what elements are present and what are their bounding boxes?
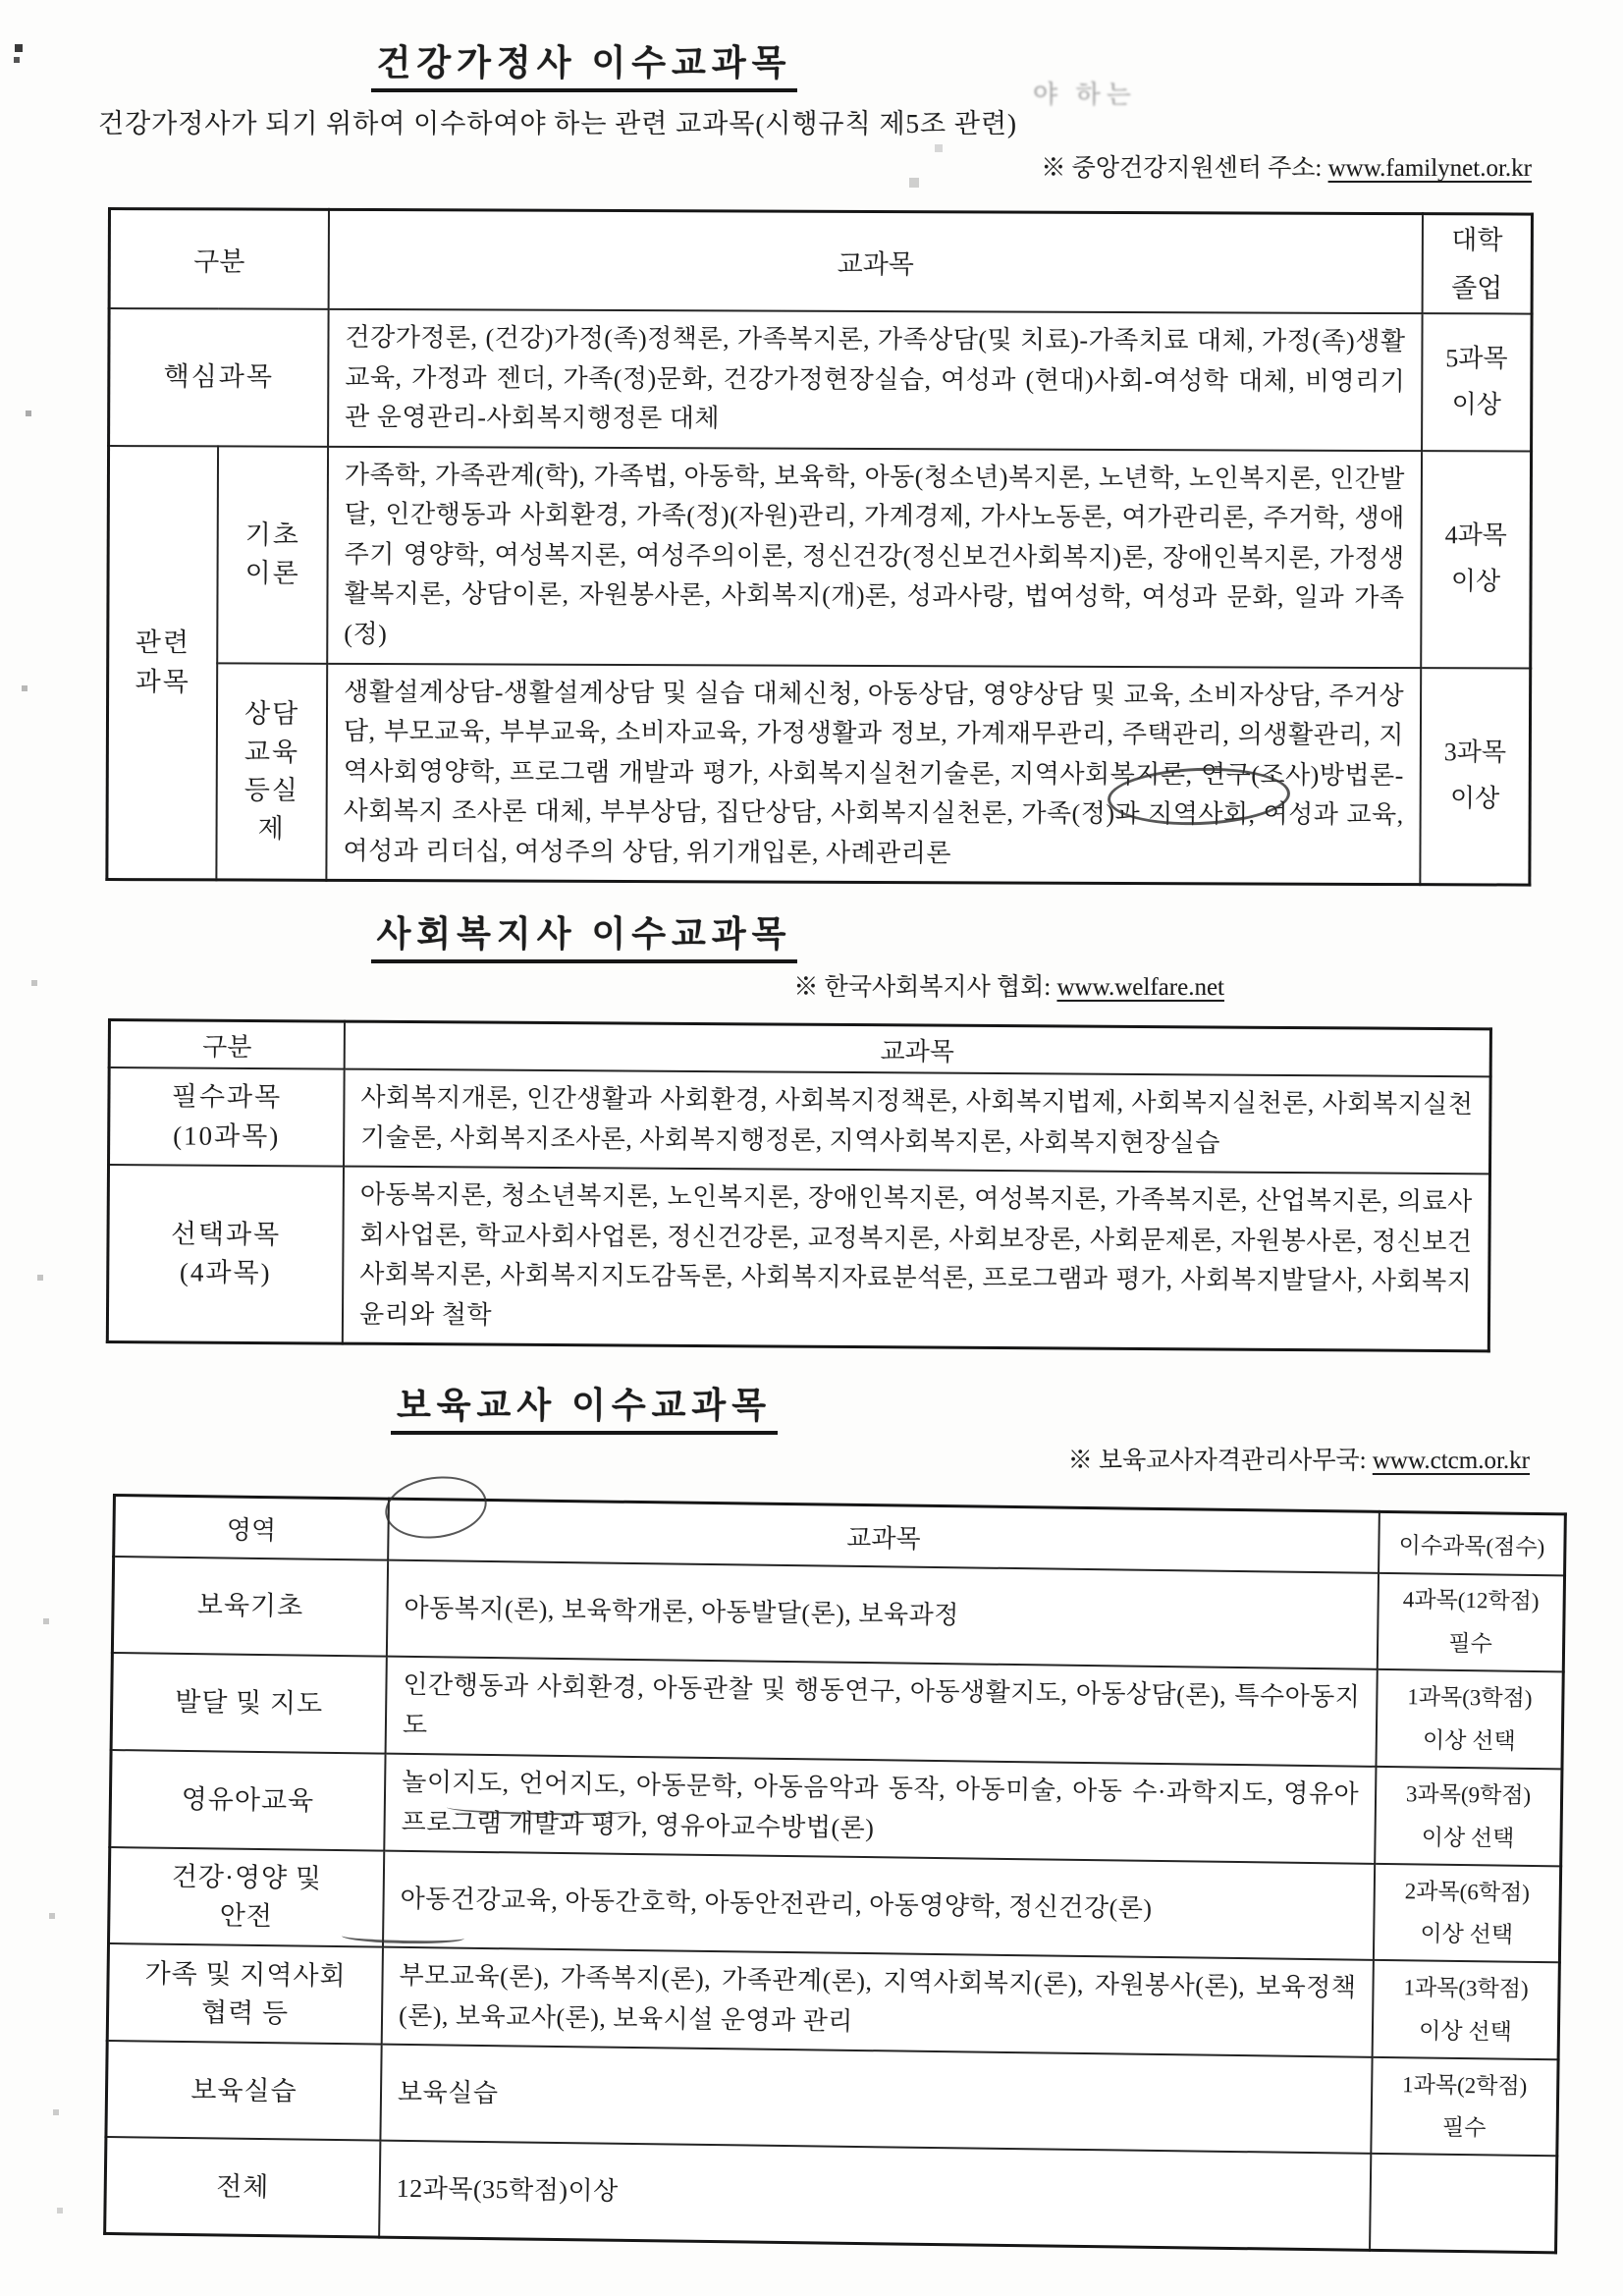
cell-area: 가족 및 지역사회 협력 등 (107, 1943, 383, 2045)
cell-area: 보육기초 (112, 1557, 388, 1657)
cell-area: 전체 (105, 2137, 381, 2237)
cell-core-courses: 건강가정론, (건강)가정(족)정책론, 가족복지론, 가족상담(및 치료)-가족치료 대체, 가정(족)생활교육, 가정과 젠더, 가족(정)문화, 건강가정현장실습, 여성과 (현대)사회-여성학 대체, 비영리기관 운영관리-사회복지행정론 대체 (328, 309, 1423, 451)
table-row (108, 446, 1532, 668)
cell-requirement: 3과목(9학점) 이상 선택 (1375, 1767, 1562, 1867)
table-row (109, 308, 1533, 451)
section2-note-label: ※ 한국사회복지사 협회: (793, 974, 1052, 1002)
header-area: 영역 (114, 1495, 389, 1559)
section-healthy-family (0, 35, 1623, 881)
section1-note-label: ※ 중앙건강지원센터 주소: (1041, 155, 1323, 182)
cell-requirement (1370, 2154, 1557, 2253)
table-row (112, 1557, 1564, 1671)
childcare-teacher-course-table (103, 1494, 1567, 2255)
cell-elective-courses: 아동복지론, 청소년복지론, 노인복지론, 장애인복지론, 여성복지론, 가족복지론, 산업복지론, 의료사회사업론, 학교사회사업론, 정신건강론, 교정복지론, 사회보장론, 사회문제론, 자원봉사론, 정신보건사회복지론, 사회복지지도감독론, 사회복지자료분석론, 프로그램과 평가, 사회복지발달사, 사회복지윤리와 철학 (343, 1167, 1490, 1351)
section1-subtitle: 건강가정사가 되기 위하여 이수하여야 하는 관련 교과목(시행규칙 제5조 관련) (98, 109, 1018, 138)
table-row (107, 1165, 1489, 1351)
cell-courses: 놀이지도, 언어지도, 아동문학, 아동음악과 동작, 아동미술, 아동 수·과학지도, 영유아프로그램 개발과 평가, 영유아교수방법(론) (384, 1753, 1376, 1863)
header-requirement: 이수과목(점수) (1379, 1511, 1565, 1575)
cell-requirement: 2과목(6학점) 이상 선택 (1374, 1864, 1561, 1962)
table-row (105, 2137, 1557, 2253)
header-courses: 교과목 (329, 209, 1423, 313)
bleed-through-ghost-text: 야 하는 (1033, 81, 1137, 109)
cell-required-category: 필수과목 (10과목) (109, 1067, 345, 1167)
cell-courses: 보육실습 (380, 2044, 1372, 2153)
healthy-family-course-table (105, 207, 1534, 887)
table-row (110, 1750, 1562, 1866)
section2-note (0, 967, 1224, 1003)
cell-core-category: 핵심과목 (109, 308, 329, 446)
section1-title-row (0, 35, 1168, 92)
table-row (109, 1847, 1561, 1962)
section3-note-url: www.ctcm.or.kr (1372, 1447, 1530, 1474)
cell-core-requirement: 5과목 이상 (1422, 313, 1532, 451)
cell-practice-requirement: 3과목 이상 (1420, 668, 1530, 886)
cell-practice-category: 상담 교육 등실 제 (217, 663, 328, 881)
cell-requirement: 1과목(3학점) 이상 선택 (1376, 1668, 1563, 1769)
header-courses: 교과목 (388, 1499, 1380, 1573)
cell-courses: 부모교육(론), 가족복지(론), 가족관계(론), 지역사회복지(론), 자원봉사(론), 보육정책(론), 보육교사(론), 보육시설 운영과 관리 (382, 1946, 1374, 2056)
cell-area: 건강·영양 및 안전 (109, 1847, 385, 1947)
table-row (107, 1943, 1559, 2059)
cell-basic-courses: 가족학, 가족관계(학), 가족법, 아동학, 보육학, 아동(청소년)복지론, 노년학, 노인복지론, 인간발달, 인간행동과 사회환경, 가족(정)(자원)관리, 가계경제, 가사노동론, 여가관리론, 주거학, 생애주기 영양학, 여성복지론, 여성주의이론, 정신건강(정신보건사회복지)론, 장애인복지론, 가정생활복지론, 상담이론, 자원봉사론, 사회복지(개)론, 성과사랑, 법여성학, 여성과 문화, 일과 가족(정) (327, 447, 1422, 668)
header-category: 구분 (109, 209, 329, 310)
table-row (111, 1653, 1563, 1769)
cell-requirement: 4과목(12학점) 필수 (1378, 1572, 1565, 1670)
cell-courses: 아동복지(론), 보육학개론, 아동발달(론), 보육과정 (387, 1559, 1379, 1668)
cell-courses: 아동건강교육, 아동간호학, 아동안전관리, 아동영양학, 정신건강(론) (383, 1850, 1375, 1959)
social-worker-course-table (106, 1018, 1492, 1353)
section3-note (0, 1441, 1530, 1476)
cell-area: 발달 및 지도 (111, 1653, 387, 1754)
header-category: 구분 (109, 1020, 345, 1069)
cell-courses: 12과목(35학점)이상 (379, 2140, 1371, 2250)
section2-title: 사회복지사 이수교과목 (371, 906, 798, 963)
section2-title-row (0, 906, 1168, 963)
cell-courses: 인간행동과 사회환경, 아동관찰 및 행동연구, 아동생활지도, 아동상담(론), 특수아동지도 (386, 1656, 1378, 1766)
section1-note (0, 148, 1532, 184)
header-courses: 교과목 (345, 1021, 1491, 1076)
section3-note-label: ※ 보육교사자격관리사무국: (1067, 1447, 1367, 1474)
cell-elective-category: 선택과목 (4과목) (107, 1165, 344, 1343)
table-header-row (109, 209, 1532, 314)
cell-area: 보육실습 (106, 2041, 382, 2141)
table-row (107, 663, 1531, 886)
section1-note-url: www.familynet.or.kr (1327, 155, 1532, 182)
table-row (109, 1067, 1491, 1174)
header-graduation: 대학 졸업 (1423, 214, 1533, 314)
cell-area: 영유아교육 (110, 1750, 386, 1851)
section3-title-row (0, 1378, 1168, 1435)
table-row (106, 2041, 1558, 2156)
cell-practice-courses: 생활설계상담-생활설계상담 및 실습 대체신청, 아동상담, 영양상담 및 교육, 소비자상담, 주거상담, 부모교육, 부부교육, 소비자교육, 가정생활과 정보, 가계재무관리, 주택관리, 의생활관리, 지역사회영양학, 프로그램 개발과 평가, 사회복지실천기술론, 지역사회복지론, 연구(조사)방법론-사회복지 조사론 대체, 부부상담, 집단상담, 사회복지실천론, 가족(정)과 지역사회, 여성과 교육, 여성과 리더십, 여성주의 상담, 위기개입론, 사례관리론 (326, 663, 1421, 885)
section3-title: 보육교사 이수교과목 (391, 1378, 778, 1435)
section2-note-url: www.welfare.net (1056, 974, 1224, 1002)
section-childcare-teacher (0, 1378, 1623, 2235)
section1-title: 건강가정사 이수교과목 (371, 35, 798, 92)
section-social-worker (0, 906, 1623, 1343)
cell-basic-category: 기초 이론 (217, 446, 328, 663)
cell-required-courses: 사회복지개론, 인간생활과 사회환경, 사회복지정책론, 사회복지법제, 사회복지실천론, 사회복지실천기술론, 사회복지조사론, 사회복지행정론, 지역사회복지론, 사회복지현장실습 (344, 1069, 1490, 1175)
cell-requirement: 1과목(3학점) 이상 선택 (1373, 1960, 1560, 2060)
cell-basic-requirement: 4과목 이상 (1421, 451, 1531, 668)
cell-related-group-label: 관련 과목 (107, 446, 218, 880)
cell-requirement: 1과목(2학점) 필수 (1371, 2057, 1558, 2156)
